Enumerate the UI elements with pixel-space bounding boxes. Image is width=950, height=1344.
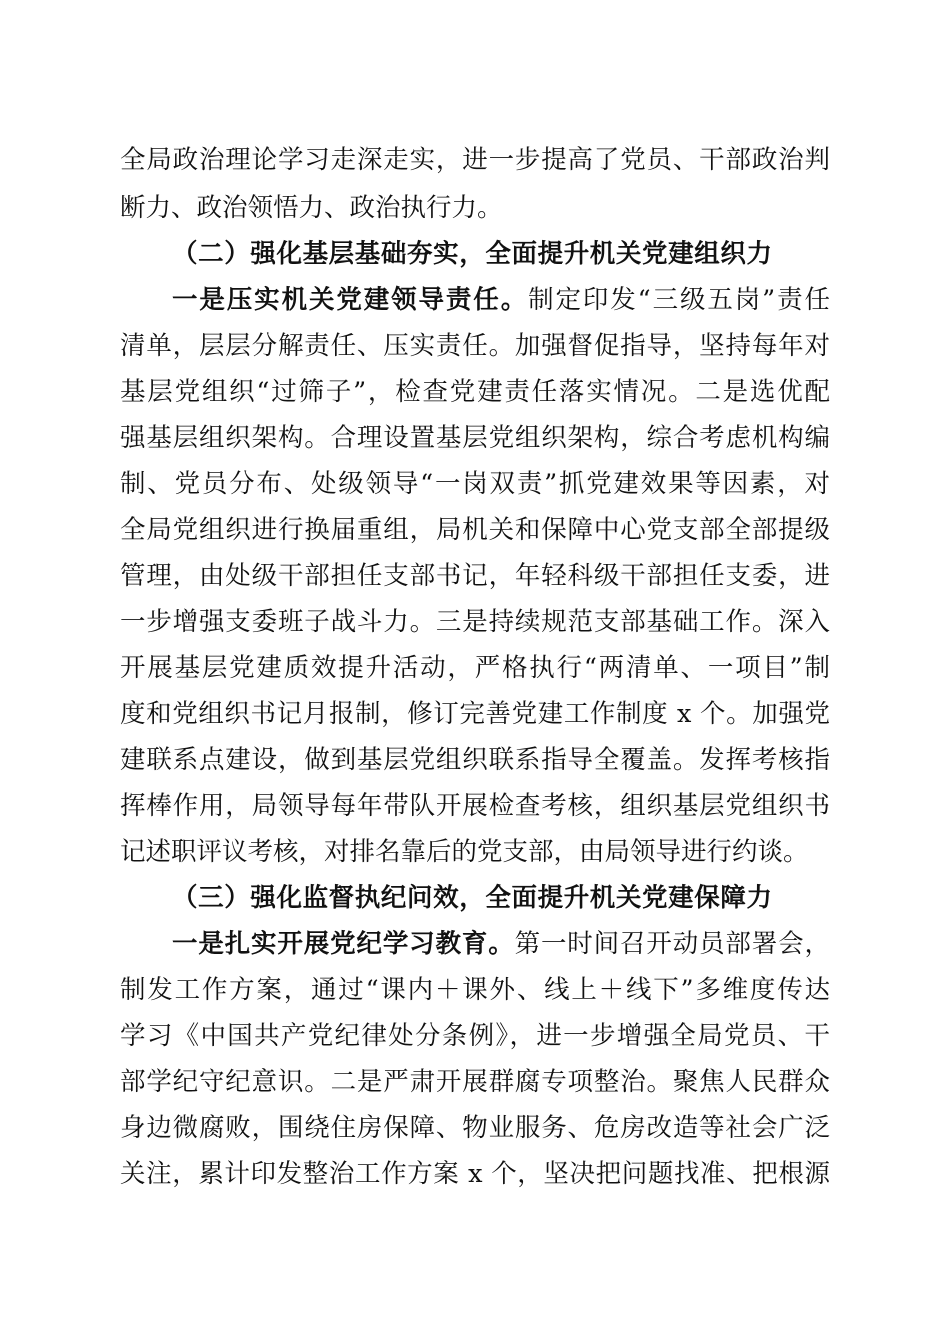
body-line: 开展基层党建质效提升活动，严格执行“两清单、一项目”制 <box>120 653 830 683</box>
body-line <box>172 922 830 966</box>
body-line: 学习《中国共产党纪律处分条例》，进一步增强全局党员、干 <box>120 1021 830 1051</box>
body-line <box>172 278 830 322</box>
body-line: 强基层组织架构。合理设置基层党组织架构，综合考虑机构编 <box>120 423 830 453</box>
body-line: 记述职评议考核，对排名靠后的党支部，由局领导进行约谈。 <box>120 837 809 867</box>
body-line: 一步增强支委班子战斗力。三是持续规范支部基础工作。深入 <box>120 607 830 637</box>
body-line: 全局政治理论学习走深走实，进一步提高了党员、干部政治判 <box>120 145 830 175</box>
body-line: 基层党组织“过筛子”，检查党建责任落实情况。二是选优配 <box>120 377 830 407</box>
body-line: 关注，累计印发整治工作方案 x 个，坚决把问题找准、把根源 <box>120 1159 830 1189</box>
body-line: 建联系点建设，做到基层党组织联系指导全覆盖。发挥考核指 <box>120 745 830 775</box>
bold-lead-phrase: 一是压实机关党建领导责任。 <box>172 285 529 315</box>
section-heading: （二）强化基层基础夯实，全面提升机关党建组织力 <box>172 239 772 269</box>
body-line: 挥棒作用，局领导每年带队开展检查考核，组织基层党组织书 <box>120 791 830 821</box>
body-line: 全局党组织进行换届重组，局机关和保障中心党支部全部提级 <box>120 515 830 545</box>
body-line: 制发工作方案，通过“课内＋课外、线上＋线下”多维度传达 <box>120 975 830 1005</box>
body-line: 断力、政治领悟力、政治执行力。 <box>120 193 503 223</box>
bold-lead-phrase: 一是扎实开展党纪学习教育。 <box>172 929 515 959</box>
body-text: 第一时间召开动员部署会， <box>514 929 830 959</box>
body-line: 部学纪守纪意识。二是严肃开展群腐专项整治。聚焦人民群众 <box>120 1067 830 1097</box>
body-line: 身边微腐败，围绕住房保障、物业服务、危房改造等社会广泛 <box>120 1113 830 1143</box>
body-line: 度和党组织书记月报制，修订完善党建工作制度 x 个。加强党 <box>120 699 830 729</box>
section-heading: （三）强化监督执纪问效，全面提升机关党建保障力 <box>172 883 772 913</box>
body-line: 管理，由处级干部担任支部书记，年轻科级干部担任支委，进 <box>120 561 830 591</box>
body-line: 制、党员分布、处级领导“一岗双责”抓党建效果等因素，对 <box>120 469 830 499</box>
body-text: 制定印发“三级五岗”责任 <box>528 285 830 315</box>
body-line: 清单，层层分解责任、压实责任。加强督促指导，坚持每年对 <box>120 331 830 361</box>
